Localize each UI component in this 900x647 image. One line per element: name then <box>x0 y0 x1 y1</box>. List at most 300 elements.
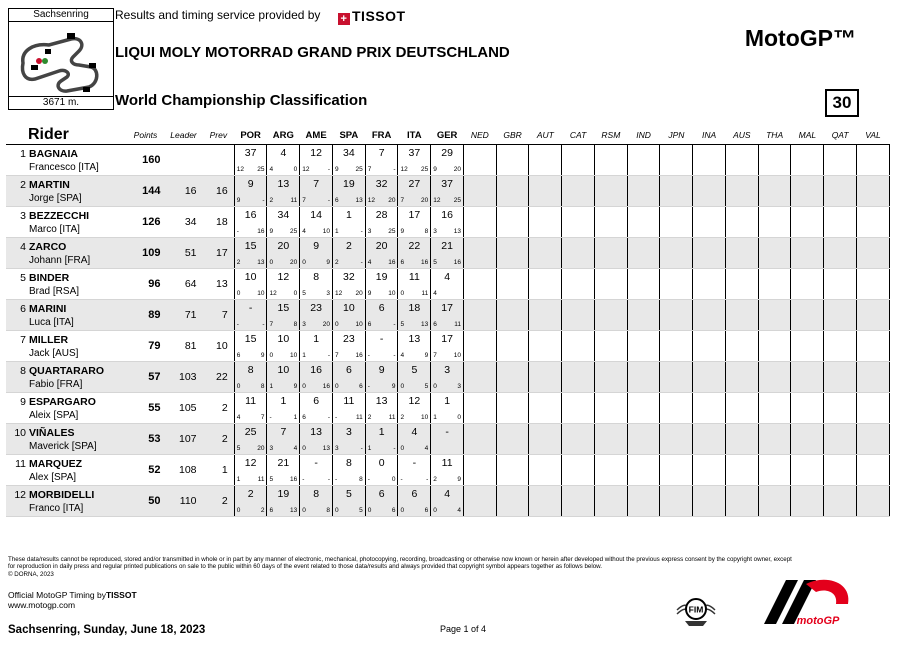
race-total: 13 <box>277 178 290 190</box>
race-result-cell <box>234 145 267 176</box>
race-points: - <box>327 476 330 483</box>
rider-leader-gap-cell <box>165 145 203 176</box>
race-total: 11 <box>441 457 453 469</box>
race-total: 11 <box>245 395 257 407</box>
race-breakdown <box>269 414 297 421</box>
empty-race-cell <box>496 393 529 424</box>
empty-race-cell <box>725 176 758 207</box>
race-total: 16 <box>244 209 257 221</box>
tissot-logo-text: TISSOT <box>352 8 406 24</box>
race-result-cell <box>300 300 333 331</box>
race-total: 34 <box>277 209 290 221</box>
race-points: 10 <box>257 290 265 297</box>
col-future-race: JPN <box>660 126 693 145</box>
rider-position: 7 <box>20 334 26 346</box>
race-result-cell <box>398 176 431 207</box>
race-result <box>300 145 332 175</box>
rider-points-cell <box>126 238 164 269</box>
race-total: 2 <box>247 488 254 500</box>
rider-points-cell <box>126 331 164 362</box>
race-points: 16 <box>290 476 298 483</box>
race-total: 32 <box>375 178 388 190</box>
race-points: - <box>426 476 429 483</box>
empty-race-cell <box>856 331 889 362</box>
col-prev: Prev <box>203 126 235 145</box>
race-points: 25 <box>388 228 396 235</box>
rider-points-cell <box>126 300 164 331</box>
race-breakdown <box>335 259 363 266</box>
rider-name: MARTIN <box>29 179 70 191</box>
rider-points-cell <box>126 269 164 300</box>
sprint-points: 0 <box>302 383 306 390</box>
race-breakdown <box>368 166 396 173</box>
race-breakdown <box>433 352 461 359</box>
race-breakdown <box>433 197 461 204</box>
empty-race-cell <box>791 455 824 486</box>
rider-leader-gap: 51 <box>184 247 197 259</box>
rider-full-name: Franco [ITA] <box>29 503 84 514</box>
empty-race-cell <box>725 269 758 300</box>
race-result <box>235 145 267 175</box>
empty-race-cell <box>562 207 595 238</box>
race-total: 18 <box>408 302 421 314</box>
race-points: 25 <box>257 166 265 173</box>
race-result <box>398 455 430 485</box>
sprint-points: 6 <box>400 259 405 266</box>
race-total: 15 <box>277 302 290 314</box>
rider-prev-gap-cell <box>203 362 235 393</box>
col-race: ITA <box>398 126 431 145</box>
empty-race-cell <box>791 424 824 455</box>
race-total: 23 <box>343 333 355 345</box>
race-total: 8 <box>313 488 320 500</box>
race-total: 23 <box>310 302 322 314</box>
rider-points-cell <box>126 362 164 393</box>
race-result-cell <box>365 486 398 517</box>
race-points: 13 <box>257 259 265 266</box>
empty-race-cell <box>824 486 857 517</box>
rider-name: BAGNAIA <box>29 148 78 160</box>
empty-race-cell <box>824 176 857 207</box>
race-points: 13 <box>421 321 429 328</box>
race-result <box>333 424 365 454</box>
race-breakdown <box>335 445 363 452</box>
race-result <box>300 424 332 454</box>
race-result <box>300 207 332 237</box>
race-result-cell <box>234 486 267 517</box>
race-points: 11 <box>257 476 265 483</box>
rider-prev-gap-cell <box>203 238 235 269</box>
race-breakdown <box>400 476 428 483</box>
race-result-cell <box>300 393 333 424</box>
race-breakdown <box>237 259 265 266</box>
sprint-points: 4 <box>433 290 437 297</box>
copyright-text: © DORNA, 2023 <box>8 570 54 578</box>
race-result-cell <box>234 362 267 393</box>
fim-logo-text: FIM <box>688 604 704 615</box>
rider-points-cell <box>126 486 164 517</box>
race-total: 3 <box>444 364 451 376</box>
empty-race-cell <box>758 238 791 269</box>
race-breakdown <box>368 290 396 297</box>
sprint-points: 9 <box>236 197 241 204</box>
empty-race-cell <box>856 207 889 238</box>
race-points: - <box>393 321 396 328</box>
race-total: 2 <box>345 240 352 252</box>
race-points: 8 <box>326 507 330 514</box>
race-breakdown <box>302 228 330 235</box>
race-points: 16 <box>388 259 396 266</box>
website-link[interactable]: www.motogp.com <box>8 600 76 610</box>
race-result-cell <box>267 145 300 176</box>
table-body <box>6 145 890 517</box>
race-points: 20 <box>355 290 363 297</box>
race-total: 9 <box>378 364 385 376</box>
race-breakdown <box>368 383 396 390</box>
rider-leader-gap: 64 <box>184 278 197 290</box>
race-result-cell <box>234 424 267 455</box>
table-row <box>6 455 890 486</box>
race-result-cell <box>300 486 333 517</box>
race-breakdown <box>400 259 428 266</box>
empty-race-cell <box>496 362 529 393</box>
col-future-race: QAT <box>824 126 857 145</box>
empty-race-cell <box>693 300 726 331</box>
race-points: 6 <box>424 507 429 514</box>
race-result <box>267 145 299 175</box>
race-result-cell <box>234 238 267 269</box>
race-points: 8 <box>293 321 298 328</box>
empty-race-cell <box>594 393 627 424</box>
sprint-points: 4 <box>236 414 241 421</box>
sprint-points: 5 <box>236 445 241 452</box>
sprint-points: 0 <box>269 352 274 359</box>
empty-race-cell <box>529 145 562 176</box>
race-points: 25 <box>290 228 298 235</box>
sprint-points: 0 <box>433 507 437 514</box>
empty-race-cell <box>496 486 529 517</box>
rider-points-cell <box>126 455 164 486</box>
empty-race-cell <box>725 393 758 424</box>
empty-race-cell <box>660 207 693 238</box>
sprint-points: 2 <box>433 476 437 483</box>
rider-position: 4 <box>20 241 26 253</box>
race-points: 5 <box>424 383 429 390</box>
race-result <box>235 176 267 206</box>
race-breakdown <box>400 197 428 204</box>
race-result <box>333 300 365 330</box>
race-points: - <box>262 321 265 328</box>
rider-leader-gap-cell <box>165 269 203 300</box>
race-breakdown <box>302 414 330 421</box>
race-total: 19 <box>375 271 388 283</box>
race-result-cell <box>398 238 431 269</box>
race-breakdown <box>302 166 330 173</box>
race-points: - <box>262 197 265 204</box>
sprint-points: 5 <box>269 476 274 483</box>
empty-race-cell <box>463 176 496 207</box>
sprint-points: 0 <box>400 290 405 297</box>
empty-race-cell <box>594 238 627 269</box>
col-future-race: IND <box>627 126 660 145</box>
empty-race-cell <box>791 145 824 176</box>
empty-race-cell <box>562 300 595 331</box>
race-result <box>300 176 332 206</box>
race-total: 6 <box>411 488 418 500</box>
empty-race-cell <box>627 455 660 486</box>
sprint-points: 0 <box>433 383 437 390</box>
rider-full-name: Maverick [SPA] <box>29 441 97 452</box>
race-result-cell <box>431 362 464 393</box>
race-total: 5 <box>345 488 352 500</box>
race-points: 5 <box>359 507 363 514</box>
empty-race-cell <box>824 393 857 424</box>
race-total: 7 <box>378 147 385 159</box>
rider-points: 55 <box>148 402 161 414</box>
race-result-cell <box>267 269 300 300</box>
race-total: 15 <box>244 333 257 345</box>
race-total: 1 <box>378 426 385 438</box>
rider-leader-gap: 110 <box>179 495 197 507</box>
sprint-points: 0 <box>334 507 339 514</box>
empty-race-cell <box>856 145 889 176</box>
race-result-cell <box>300 269 333 300</box>
sprint-points: 0 <box>302 259 306 266</box>
race-result-cell <box>365 207 398 238</box>
empty-race-cell <box>594 486 627 517</box>
race-result <box>235 393 267 423</box>
race-total: 27 <box>408 178 421 190</box>
place-date: Sachsenring, Sunday, June 18, 2023 <box>8 624 206 636</box>
empty-race-cell <box>758 207 791 238</box>
race-result-cell <box>398 207 431 238</box>
race-result <box>431 207 463 237</box>
race-result-cell <box>398 145 431 176</box>
rider-position: 9 <box>20 396 26 408</box>
col-future-race: VAL <box>856 126 889 145</box>
rider-name: ZARCO <box>29 241 67 253</box>
event-title: LIQUI MOLY MOTORRAD GRAND PRIX DEUTSCHLAND <box>115 44 510 61</box>
race-breakdown <box>237 290 265 297</box>
empty-race-cell <box>594 424 627 455</box>
sprint-points: 6 <box>433 321 437 328</box>
race-result-cell <box>300 145 333 176</box>
rider-leader-gap-cell <box>165 300 203 331</box>
empty-race-cell <box>660 486 693 517</box>
rider-name: MILLER <box>29 334 69 346</box>
race-total: - <box>248 302 253 314</box>
race-total: 20 <box>277 240 290 252</box>
race-total: 17 <box>441 333 453 345</box>
race-result <box>300 486 332 516</box>
race-breakdown <box>237 445 265 452</box>
race-result-cell <box>332 176 365 207</box>
race-result <box>235 331 267 361</box>
empty-race-cell <box>463 145 496 176</box>
race-result <box>431 300 463 330</box>
race-total: 16 <box>310 364 322 376</box>
race-result-cell <box>365 300 398 331</box>
race-total: 21 <box>277 457 290 469</box>
sprint-points: 4 <box>367 259 372 266</box>
race-breakdown <box>433 476 461 483</box>
circuit-length: 3671 m. <box>9 96 113 109</box>
rider-prev-gap: 2 <box>221 402 228 414</box>
timing-by <box>8 590 137 600</box>
empty-race-cell <box>660 393 693 424</box>
rider-leader-gap-cell <box>165 455 203 486</box>
race-total: 19 <box>343 178 355 190</box>
table-row <box>6 300 890 331</box>
empty-race-cell <box>529 362 562 393</box>
sprint-points: 1 <box>334 228 339 235</box>
empty-race-cell <box>660 362 693 393</box>
empty-race-cell <box>824 362 857 393</box>
rider-points: 160 <box>142 154 161 166</box>
empty-race-cell <box>824 145 857 176</box>
race-points: 20 <box>421 197 429 204</box>
empty-race-cell <box>791 331 824 362</box>
rider-leader-gap-cell <box>165 362 203 393</box>
race-total: 22 <box>408 240 421 252</box>
race-total: 7 <box>280 426 287 438</box>
race-result <box>235 424 267 454</box>
sprint-points: 0 <box>400 445 405 452</box>
race-points: 9 <box>391 383 396 390</box>
race-breakdown <box>237 414 265 421</box>
table-row <box>6 393 890 424</box>
race-total: 21 <box>441 240 453 252</box>
race-result <box>398 424 430 454</box>
race-total: 4 <box>444 271 451 283</box>
race-points: 9 <box>457 476 461 483</box>
empty-race-cell <box>496 455 529 486</box>
rider-full-name: Marco [ITA] <box>29 224 80 235</box>
empty-race-cell <box>627 362 660 393</box>
rider-full-name: Aleix [SPA] <box>29 410 79 421</box>
race-result-cell <box>267 362 300 393</box>
rider-points: 144 <box>142 185 161 197</box>
col-points: Points <box>126 126 164 145</box>
empty-race-cell <box>562 176 595 207</box>
rider-cell <box>6 238 126 269</box>
sprint-points: 3 <box>367 228 372 235</box>
sprint-points: 3 <box>433 228 437 235</box>
col-race: ARG <box>267 126 300 145</box>
rider-position: 1 <box>20 148 26 160</box>
race-result-cell <box>332 238 365 269</box>
race-breakdown <box>269 352 297 359</box>
race-total: 12 <box>277 271 290 283</box>
sprint-points: - <box>269 414 272 421</box>
rider-leader-gap-cell <box>165 393 203 424</box>
race-points: 8 <box>359 476 363 483</box>
race-result-cell <box>234 300 267 331</box>
race-breakdown <box>400 445 428 452</box>
sprint-points: 12 <box>269 290 277 297</box>
race-result-cell <box>431 331 464 362</box>
race-points: 10 <box>421 414 429 421</box>
rider-leader-gap: 34 <box>184 216 197 228</box>
race-total: 10 <box>277 364 290 376</box>
empty-race-cell <box>529 331 562 362</box>
sprint-points: 5 <box>433 259 437 266</box>
empty-race-cell <box>758 424 791 455</box>
rider-points: 52 <box>148 464 161 476</box>
fim-logo-icon <box>675 592 717 628</box>
race-breakdown <box>237 507 265 514</box>
race-points: 13 <box>322 445 330 452</box>
race-result <box>235 300 267 330</box>
rider-prev-gap: 1 <box>221 464 228 476</box>
race-breakdown <box>368 352 396 359</box>
race-breakdown <box>368 476 396 483</box>
race-points: 9 <box>293 383 298 390</box>
empty-race-cell <box>594 269 627 300</box>
rider-full-name: Fabio [FRA] <box>29 379 83 390</box>
race-total: 32 <box>343 271 355 283</box>
sprint-points: 6 <box>302 414 306 421</box>
race-result-cell <box>398 424 431 455</box>
race-breakdown <box>400 166 428 173</box>
race-points: 11 <box>454 321 461 328</box>
rider-prev-gap: 18 <box>216 216 228 228</box>
race-result-cell <box>332 300 365 331</box>
race-breakdown <box>237 321 265 328</box>
empty-race-cell <box>824 238 857 269</box>
race-breakdown <box>368 445 396 452</box>
empty-race-cell <box>529 269 562 300</box>
race-result-cell <box>332 455 365 486</box>
race-breakdown <box>368 414 396 421</box>
race-result-cell <box>431 486 464 517</box>
circuit-name: Sachsenring <box>9 9 113 22</box>
race-breakdown <box>400 352 428 359</box>
race-result-cell <box>398 393 431 424</box>
race-points: 9 <box>326 259 330 266</box>
sprint-points: 5 <box>400 321 405 328</box>
empty-race-cell <box>562 486 595 517</box>
empty-race-cell <box>529 424 562 455</box>
race-points: 0 <box>391 476 396 483</box>
race-total: 6 <box>378 302 385 314</box>
race-result <box>366 455 398 485</box>
race-result <box>398 331 430 361</box>
race-points: 25 <box>355 166 363 173</box>
race-points: 3 <box>326 290 330 297</box>
rider-cell <box>6 393 126 424</box>
rider-points: 126 <box>142 216 161 228</box>
race-points: 6 <box>391 507 396 514</box>
race-breakdown <box>237 197 265 204</box>
race-result-cell <box>267 238 300 269</box>
rider-prev-gap: 13 <box>216 278 228 290</box>
table-row <box>6 145 890 176</box>
race-result <box>366 300 398 330</box>
race-points: 10 <box>290 352 298 359</box>
race-total: 11 <box>343 395 355 407</box>
rider-prev-gap-cell <box>203 269 235 300</box>
race-breakdown <box>400 321 428 328</box>
rider-points: 53 <box>148 433 161 445</box>
race-result-cell <box>398 269 431 300</box>
race-points: 25 <box>453 197 461 204</box>
sprint-points: 0 <box>236 507 241 514</box>
race-points: 20 <box>290 259 298 266</box>
race-total: - <box>379 333 384 345</box>
sprint-points: - <box>334 414 338 421</box>
empty-race-cell <box>594 300 627 331</box>
